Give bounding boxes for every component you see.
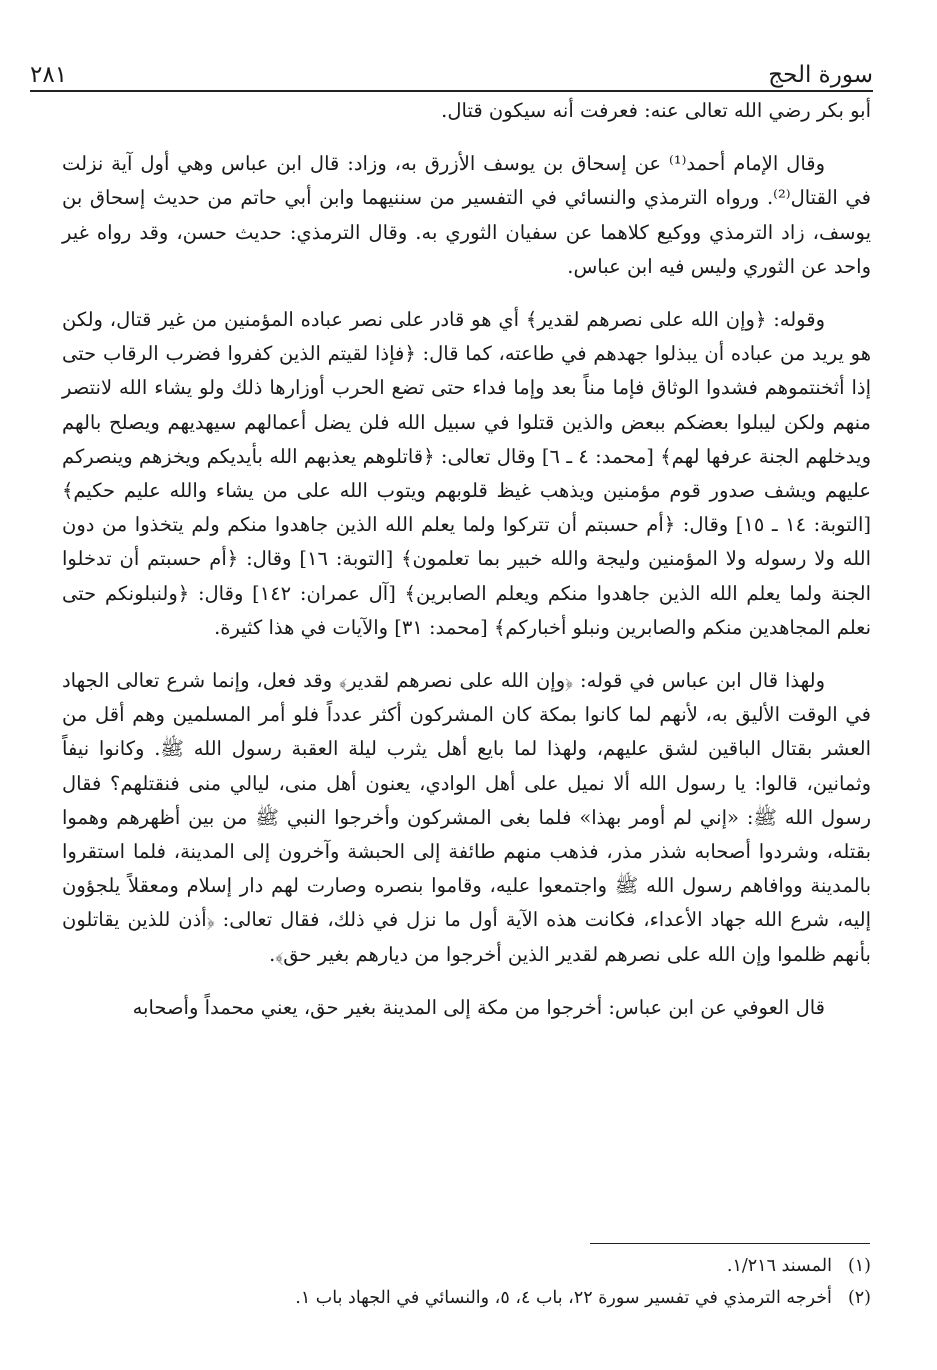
paragraph-5: قال العوفي عن ابن عباس: أخرجوا من مكة إلى المدينة بغير حق، يعني محمداً وأصحابه xyxy=(132,995,825,1019)
footnote-1 xyxy=(62,1250,871,1282)
main-text xyxy=(62,94,871,1044)
footnotes xyxy=(62,1250,871,1314)
header-rule xyxy=(30,90,873,92)
footnote-2 xyxy=(62,1282,871,1314)
paragraph-3: وقوله: ﴿وإن الله على نصرهم لقدير﴾ أي هو قادر على نصر عباده المؤمنين من غير قتال، ولكن هو يريد من عباده أن يبذلوا جهدهم في طاعته، كما قال: ﴿فإذا لقيتم الذين كفروا فضرب الرقاب حتى إذا أثخنتموهم فشدوا الوثاق فإما مناً بعد وإما فداء حتى تضع الحرب أوزارها ذلك ولو يشاء الله لانتصر منهم ولكن ليبلوا بعضكم ببعض والذين قتلوا في سبيل الله فلن يضل أعمالهم سيهديهم ويصلح بالهم ويدخلهم الجنة عرفها لهم﴾ [محمد: ٤ ـ ٦] وقال تعالى: ﴿قاتلوهم يعذبهم الله بأيديكم ويخزهم وينصركم عليهم ويشف صدور قوم مؤمنين ويذهب غيظ قلوبهم ويتوب الله على من يشاء والله عليم حكيم﴾ [التوبة: ١٤ ـ ١٥] وقال: ﴿أم حسبتم أن تتركوا ولما يعلم الله الذين جاهدوا منكم ولم يتخذوا من دون الله ولا رسوله ولا المؤمنين وليجة والله خبير بما تعلمون﴾ [التوبة: ١٦] وقال: ﴿أم حسبتم أن تدخلوا الجنة ولما يعلم الله الذين جاهدوا منكم ويعلم الصابرين﴾ [آل عمران: ١٤٢] وقال: ﴿ولنبلونكم حتى نعلم المجاهدين منكم والصابرين ونبلو أخباركم﴾ [محمد: ٣١] والآيات في هذا كثيرة. xyxy=(62,308,871,639)
running-header xyxy=(30,52,873,88)
footnote-text: أخرجه الترمذي في تفسير سورة ٢٢، باب ٤، ٥، والنسائي في الجهاد باب ١. xyxy=(295,1288,832,1308)
paragraph-1: أبو بكر رضي الله تعالى عنه: فعرفت أنه سيكون قتال. xyxy=(441,99,871,122)
footnote-marker: (١) xyxy=(847,1256,871,1276)
paragraph-2: وقال الإمام أحمد⁽¹⁾ عن إسحاق بن يوسف الأزرق به، وزاد: قال ابن عباس وهي أول آية نزلت في القتال⁽²⁾. ورواه الترمذي والنسائي في التفسير من سننيهما وابن أبي حاتم من حديث إسحاق بن يوسف، زاد الترمذي ووكيع كلاهما عن سفيان الثوري به. وقال الترمذي: حديث حسن، وقد رواه غير واحد عن الثوري وليس فيه ابن عباس. xyxy=(62,152,871,278)
footnote-text: المسند ١/٢١٦. xyxy=(726,1256,832,1276)
footnote-rule xyxy=(590,1243,870,1244)
footnote-marker: (٢) xyxy=(847,1288,871,1308)
page-number: ٢٨١ xyxy=(30,62,68,88)
paragraph-4: ولهذا قال ابن عباس في قوله: ﴿وإن الله على نصرهم لقدير﴾ وقد فعل، وإنما شرع تعالى الجهاد في الوقت الأليق به، لأنهم لما كانوا بمكة كان المشركون أكثر عدداً فلو أمر المسلمين وهم أقل من العشر بقتال الباقين لشق عليهم، ولهذا لما بايع أهل يثرب ليلة العقبة رسول الله ﷺ. وكانوا نيفاً وثمانين، قالوا: يا رسول الله ألا نميل على أهل الوادي، يعنون أهل منى، ليالي منى فنقتلهم؟ فقال رسول الله ﷺ: «إني لم أومر بهذا» فلما بغى المشركون وأخرجوا النبي ﷺ من بين أظهرهم وهموا بقتله، وشردوا أصحابه شذر مذر، فذهب منهم طائفة إلى الحبشة وآخرون إلى المدينة، فلما استقروا بالمدينة ووافاهم رسول الله ﷺ واجتمعوا عليه، وقاموا بنصره وصارت لهم دار إسلام ومعقلاً يلجؤون إليه، شرع الله جهاد الأعداء، فكانت هذه الآية أول ما نزل في ذلك، فقال تعالى: ﴿أذن للذين يقاتلون بأنهم ظلموا وإن الله على نصرهم لقدير الذين أخرجوا من ديارهم بغير حق﴾. xyxy=(62,669,871,966)
surah-title: سورة الحج xyxy=(768,62,873,88)
